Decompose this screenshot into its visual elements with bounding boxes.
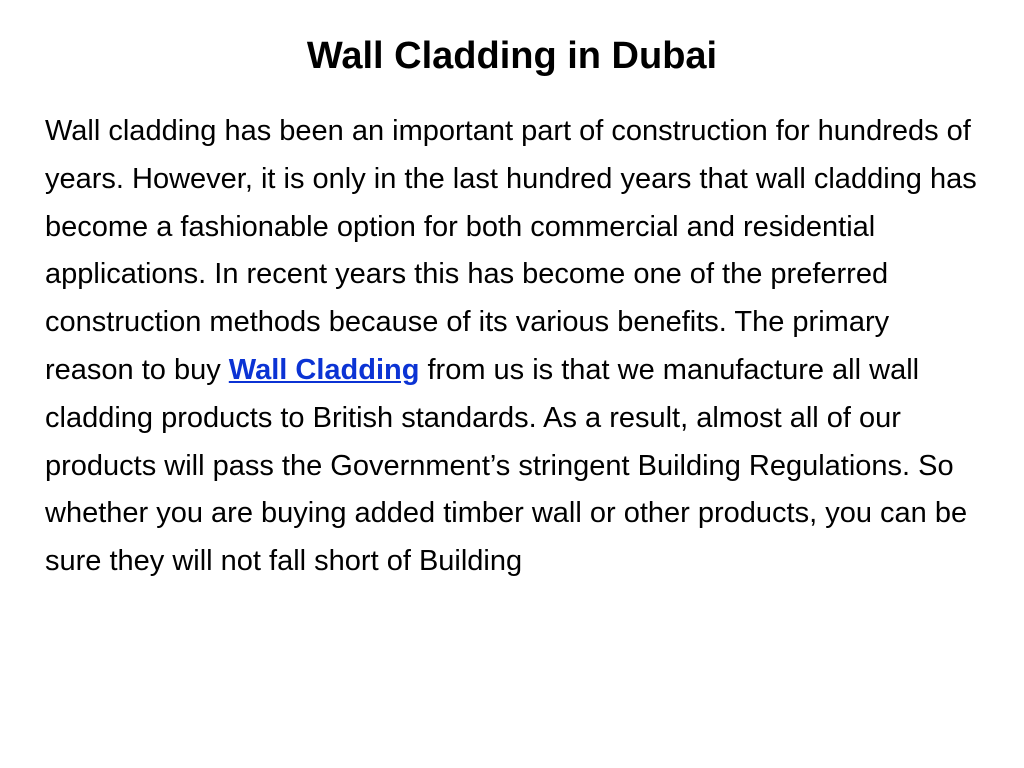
wall-cladding-link[interactable]: Wall Cladding	[228, 353, 420, 386]
body-text-after-link: from us is that we manufacture all wall cladding products to British standards. As a result, almost all of our products will pass the Government’s stringent Building Regulations. So whether you are buying added timber wall or other products, you can be sure they will not fall short of Building	[45, 353, 968, 578]
slide-body-paragraph	[45, 108, 985, 586]
body-text-before-link: Wall cladding has been an important part of construction for hundreds of years. However, it is only in the last hundred years that wall cladding has become a fashionable option for both commercial and residential applications. In recent years this has become one of the preferred construction methods because of its various benefits. The primary reason to buy	[45, 115, 977, 386]
slide-title: Wall Cladding in Dubai	[306, 35, 718, 77]
